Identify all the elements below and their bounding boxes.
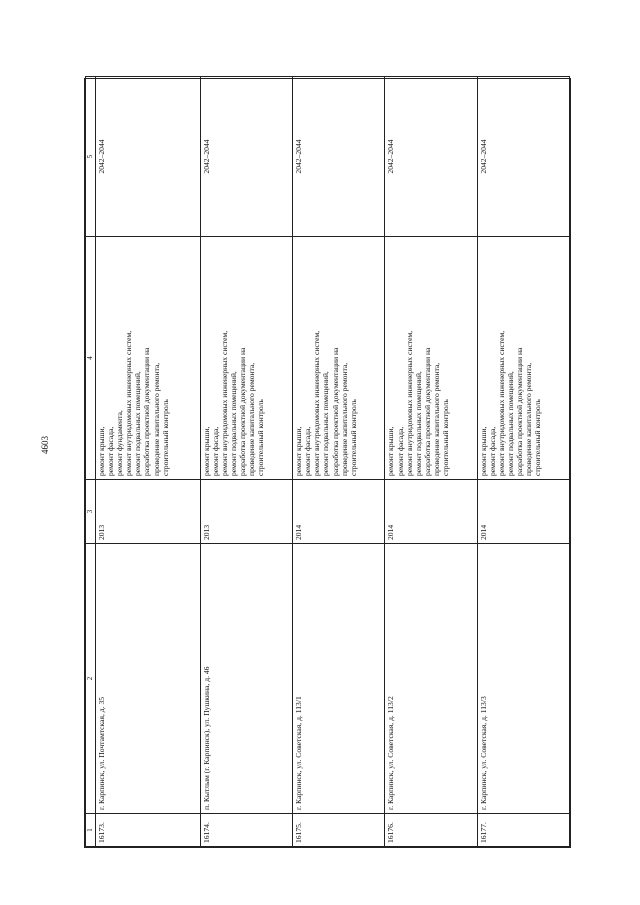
work-item: строительный контроль (256, 399, 266, 476)
work-item: разработка проектной документации на (142, 347, 152, 476)
table-row (385, 77, 477, 847)
repair-schedule-table (85, 76, 570, 847)
work-item: ремонт крыши, (201, 426, 211, 476)
work-item: ремонт внутридомовых инженерных систем, (312, 330, 322, 476)
year-cell: 2014 (385, 480, 477, 544)
works-cell (96, 237, 201, 480)
period-cell: 2042–2044 (200, 77, 292, 237)
work-item: ремонт подвальных помещений, (413, 371, 423, 476)
row-number-cell: 16177. (477, 814, 569, 847)
table-row (96, 77, 201, 847)
work-item: ремонт фасада, (210, 426, 220, 476)
work-item: проведение капитального ремонта, (151, 362, 161, 476)
period-cell: 2042–2044 (385, 77, 477, 237)
work-item: разработка проектной документации на (515, 347, 525, 476)
row-number-cell: 16174. (200, 814, 292, 847)
row-number-cell: 16173. (96, 814, 201, 847)
work-item: ремонт внутридомовых инженерных систем, (496, 330, 506, 476)
period-cell: 2042–2044 (477, 77, 569, 237)
work-item: ремонт внутридомовых инженерных систем, (220, 330, 230, 476)
work-item: ремонт внутридомовых инженерных систем, (404, 330, 414, 476)
work-item: строительный контроль (348, 399, 358, 476)
work-item: ремонт фасада, (395, 426, 405, 476)
work-item: ремонт фасада, (303, 426, 313, 476)
page-number: 4603 (40, 436, 50, 454)
year-cell: 2013 (96, 480, 201, 544)
work-item: строительный контроль (533, 399, 543, 476)
works-cell (293, 237, 385, 480)
work-item: ремонт фундамента, (115, 410, 125, 476)
work-item: разработка проектной документации на (422, 347, 432, 476)
work-item: ремонт подвальных помещений, (133, 371, 143, 476)
year-cell: 2013 (200, 480, 292, 544)
work-item: ремонт подвальных помещений, (229, 371, 239, 476)
work-item: ремонт внутридомовых инженерных систем, (124, 330, 134, 476)
work-item: проведение капитального ремонта, (247, 362, 257, 476)
address-cell: п. Кытлым (г. Карпинск), ул. Пушкина, д. 46 (200, 544, 292, 814)
address-cell: г. Карпинск, ул. Почтамтская, д. 35 (96, 544, 201, 814)
year-cell: 2014 (293, 480, 385, 544)
row-number-cell: 16176. (385, 814, 477, 847)
period-cell: 2042–2044 (293, 77, 385, 237)
work-item: разработка проектной документации на (330, 347, 340, 476)
address-cell: г. Карпинск, ул. Советская, д. 113/1 (293, 544, 385, 814)
header-cell-2: 2 (86, 544, 96, 814)
work-item: ремонт крыши, (97, 426, 106, 476)
period-cell: 2042–2044 (96, 77, 201, 237)
table-frame (84, 78, 571, 848)
year-cell: 2014 (477, 480, 569, 544)
table-row (200, 77, 292, 847)
row-number-cell: 16175. (293, 814, 385, 847)
work-item: проведение капитального ремонта, (524, 362, 534, 476)
header-cell-5: 5 (86, 77, 96, 237)
address-cell: г. Карпинск, ул. Советская, д. 113/3 (477, 544, 569, 814)
rotated-table (84, 78, 571, 848)
work-item: строительный контроль (440, 399, 450, 476)
work-item: ремонт фасада, (487, 426, 497, 476)
work-item: ремонт фасада, (106, 426, 116, 476)
work-item: ремонт крыши, (386, 426, 396, 476)
work-item: ремонт крыши, (478, 426, 488, 476)
header-cell-1: 1 (86, 814, 96, 847)
work-item: проведение капитального ремонта, (431, 362, 441, 476)
work-item: ремонт подвальных помещений, (321, 371, 331, 476)
table-row (477, 77, 569, 847)
works-cell (385, 237, 477, 480)
table-row (293, 77, 385, 847)
address-cell: г. Карпинск, ул. Советская, д. 113/2 (385, 544, 477, 814)
work-item: ремонт подвальных помещений, (505, 371, 515, 476)
works-cell (200, 237, 292, 480)
works-cell (477, 237, 569, 480)
work-item: проведение капитального ремонта, (339, 362, 349, 476)
header-cell-3: 3 (86, 480, 96, 544)
work-item: разработка проектной документации на (238, 347, 248, 476)
header-row (86, 77, 96, 847)
work-item: ремонт крыши, (294, 426, 304, 476)
work-item: строительный контроль (160, 399, 170, 476)
header-cell-4: 4 (86, 237, 96, 480)
